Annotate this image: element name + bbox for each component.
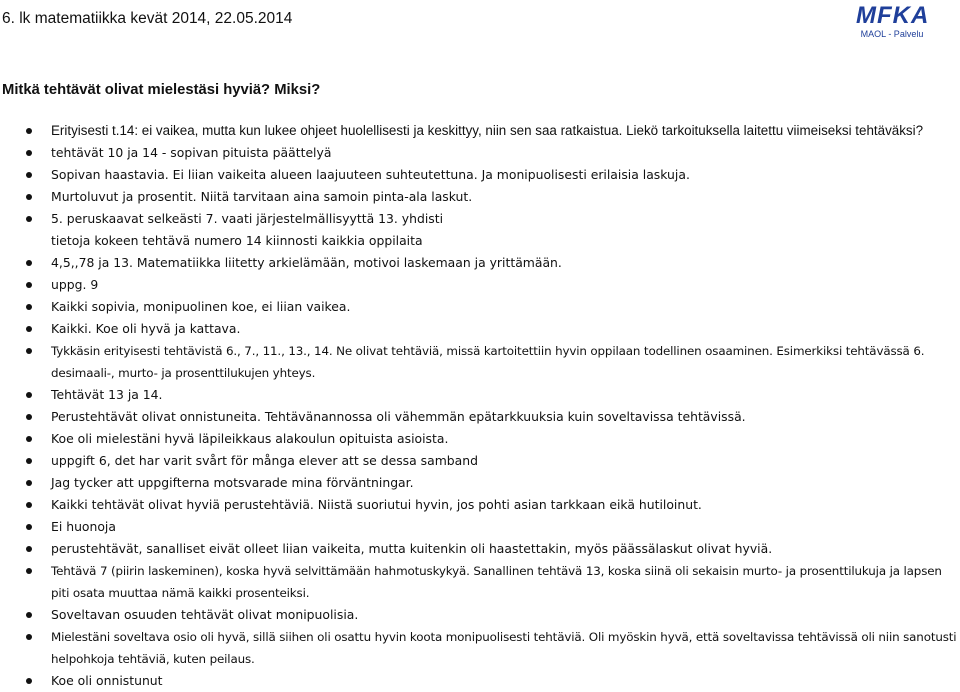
list-item <box>0 428 960 450</box>
bullet-icon <box>26 150 32 156</box>
list-item <box>0 604 960 626</box>
bullet-icon <box>26 128 32 134</box>
list-item <box>0 406 960 428</box>
bullet-icon <box>26 260 32 266</box>
list-item <box>0 142 960 164</box>
answer-text: Tykkäsin erityisesti tehtävistä 6., 7., 11., 13., 14. Ne olivat tehtäviä, missä kartoitettiin hyvin oppilaan todellinen osaaminen. Esimerkiksi tehtävässä 6. desimaali-, murto- ja prosenttilukujen yhteys. <box>51 344 925 380</box>
list-item <box>0 384 960 406</box>
answer-text: Sopivan haastavia. Ei liian vaikeita alueen laajuuteen suhteutettuna. Ja monipuolisesti erilaisia laskuja. <box>51 167 690 182</box>
answer-text: tehtävät 10 ja 14 - sopivan pituista päättelyä <box>51 145 332 160</box>
answer-text: Tehtävät 13 ja 14. <box>51 387 163 402</box>
answer-text: uppgift 6, det har varit svårt för många elever att se dessa samband <box>51 453 478 468</box>
list-item <box>0 164 960 186</box>
answer-text: Murtoluvut ja prosentit. Niitä tarvitaan aina samoin pinta-ala laskut. <box>51 189 473 204</box>
answer-text: perustehtävät, sanalliset eivät olleet liian vaikeita, mutta kuitenkin oli haastettakin, myös päässälaskut olivat hyviä. <box>51 541 773 556</box>
bullet-icon <box>26 546 32 552</box>
answer-text: Erityisesti t.14: ei vaikea, mutta kun lukee ohjeet huolellisesti ja keskittyy, niin sen saa ratkaistua. Liekö tarkoituksella laitettu viimeiseksi tehtäväksi? <box>51 123 924 138</box>
list-item <box>0 450 960 472</box>
answer-text: Mielestäni soveltava osio oli hyvä, sillä siihen oli osattu hyvin koota monipuolisesti tehtäviä. Oli myöskin hyvä, että soveltavissa tehtävissä oli niin sanotusti helpohkoja tehtäviä, kuten peilaus. <box>51 630 957 666</box>
list-item <box>0 186 960 208</box>
answer-text: Soveltavan osuuden tehtävät olivat monipuolisia. <box>51 607 359 622</box>
answer-text: Perustehtävät olivat onnistuneita. Tehtävänannossa oli vähemmän epätarkkuuksia kuin soveltavissa tehtävissä. <box>51 409 746 424</box>
answer-text: Kaikki tehtävät olivat hyviä perustehtäviä. Niistä suoriutui hyvin, jos pohti asian tarkkaan eikä hutiloinut. <box>51 497 702 512</box>
answer-text: 5. peruskaavat selkeästi 7. vaati järjestelmällisyyttä 13. yhdisti tietoja kokeen tehtävä numero 14 kiinnosti kaikkia oppilaita <box>51 211 444 248</box>
bullet-icon <box>26 480 32 486</box>
list-item <box>0 560 960 604</box>
bullet-icon <box>26 194 32 200</box>
answer-text: Koe oli mielestäni hyvä läpileikkaus alakoulun opituista asioista. <box>51 431 449 446</box>
list-item <box>0 296 960 318</box>
list-item <box>0 252 960 274</box>
answer-list <box>0 120 960 692</box>
list-item <box>0 538 960 560</box>
bullet-icon <box>26 392 32 398</box>
list-item <box>0 120 960 142</box>
list-item <box>0 318 960 340</box>
bullet-icon <box>26 568 32 574</box>
bullet-icon <box>26 524 32 530</box>
question-heading: Mitkä tehtävät olivat mielestäsi hyviä? Miksi? <box>2 82 321 98</box>
list-item <box>0 494 960 516</box>
bullet-icon <box>26 282 32 288</box>
bullet-icon <box>26 304 32 310</box>
answer-text: Jag tycker att uppgifterna motsvarade mina förväntningar. <box>51 475 414 490</box>
bullet-icon <box>26 678 32 684</box>
answer-text: Koe oli onnistunut <box>51 673 163 688</box>
list-item <box>0 472 960 494</box>
list-item <box>0 670 960 692</box>
logo-subtitle: MAOL - Palvelu <box>860 29 924 39</box>
answer-text: uppg. 9 <box>51 277 99 292</box>
bullet-icon <box>26 326 32 332</box>
bullet-icon <box>26 436 32 442</box>
answer-text: 4,5,,78 ja 13. Matematiikka liitetty arkielämään, motivoi laskemaan ja yrittämään. <box>51 255 562 270</box>
bullet-icon <box>26 502 32 508</box>
bullet-icon <box>26 414 32 420</box>
bullet-icon <box>26 634 32 640</box>
answer-text: Ei huonoja <box>51 519 116 534</box>
page-header <box>0 0 960 44</box>
answer-text: Tehtävä 7 (piirin laskeminen), koska hyvä selvittämään hahmotuskykyä. Sanallinen tehtävä 13, koska siinä oli sekaisin murto- ja prosenttilukuja ja lapsen piti osata muuttaa nämä kaikki prosenteiksi. <box>51 564 942 600</box>
bullet-icon <box>26 172 32 178</box>
bullet-icon <box>26 458 32 464</box>
list-item <box>0 208 483 252</box>
answer-text: Kaikki sopivia, monipuolinen koe, ei liian vaikea. <box>51 299 351 314</box>
bullet-icon <box>26 612 32 618</box>
document-title: 6. lk matematiikka kevät 2014, 22.05.2014 <box>2 10 293 27</box>
answer-text: Kaikki. Koe oli hyvä ja kattava. <box>51 321 241 336</box>
list-item <box>0 274 960 296</box>
mfka-logo <box>856 4 928 40</box>
list-item <box>0 516 960 538</box>
bullet-icon <box>26 216 32 222</box>
bullet-icon <box>26 348 32 354</box>
list-item <box>0 340 960 384</box>
logo-wordmark: MFKA <box>856 2 930 29</box>
list-item <box>0 626 960 670</box>
